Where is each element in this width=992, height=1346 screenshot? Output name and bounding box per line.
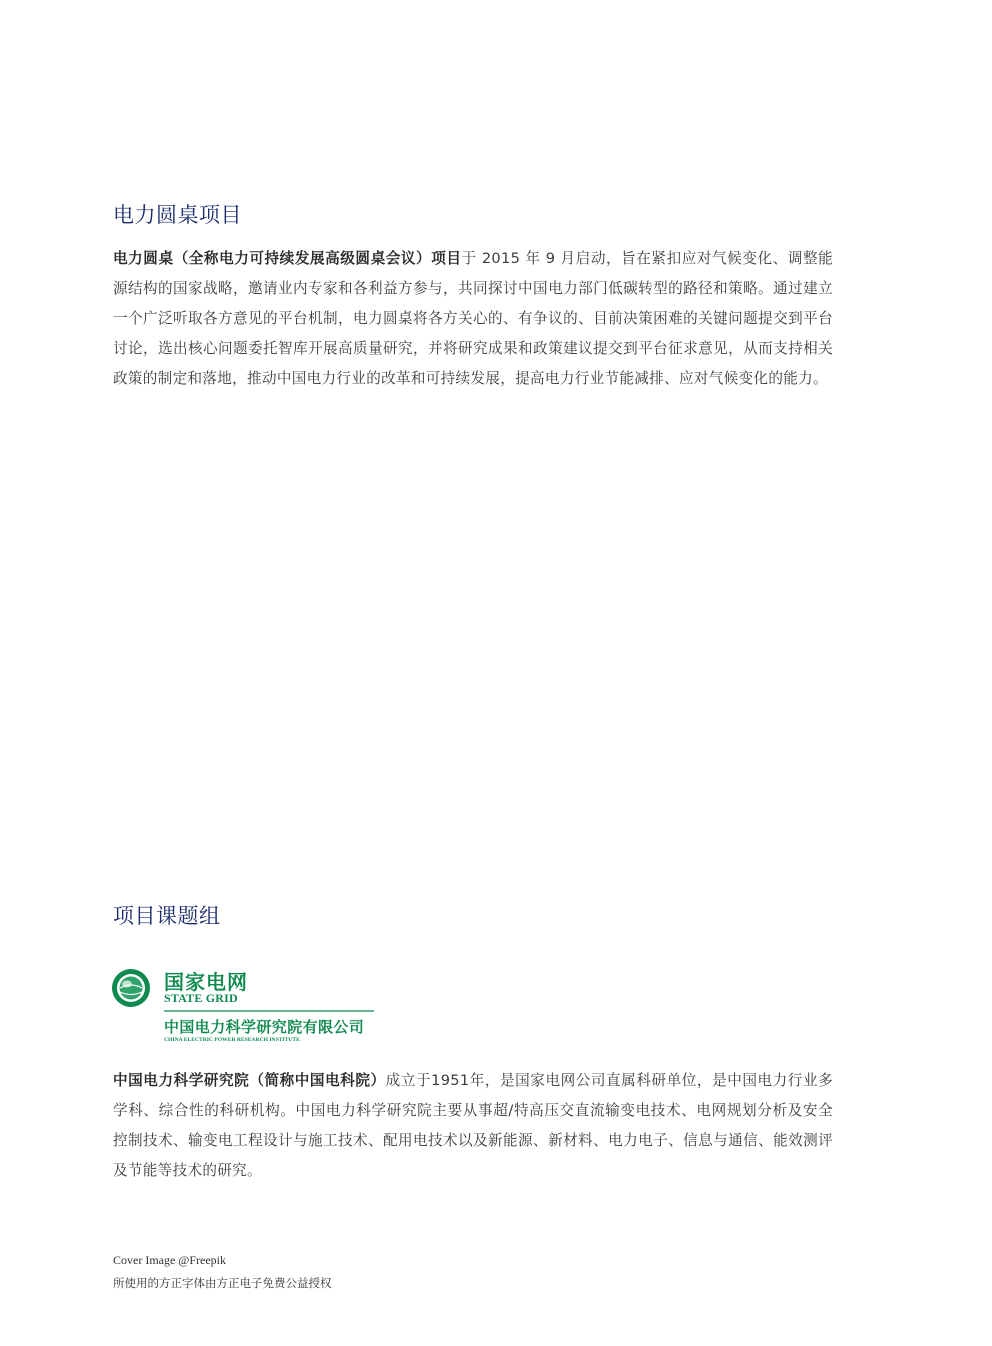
logo-en-bottom: CHINA ELECTRIC POWER RESEARCH INSTITUTE — [164, 1037, 300, 1043]
section-heading-team: 项目课题组 — [113, 904, 221, 928]
section-heading-roundtable: 电力圆桌项目 — [113, 203, 242, 227]
roundtable-lead: 电力圆桌（全称电力可持续发展高级圆桌会议）项目 — [113, 250, 462, 267]
logo-cn-bottom: 中国电力科学研究院有限公司 — [164, 1018, 365, 1036]
cover-image-credit: Cover Image @Freepik — [113, 1253, 227, 1267]
roundtable-body: 于 2015 年 9 月启动，旨在紧扣应对气候变化、调整能源结构的国家战略，邀请业内专家和各利益方参与，共同探讨中国电力部门低碳转型的路径和策略。通过建立一个广泛听取各方意见的平台机制，电力圆桌将各方关心的、有争议的、目前决策困难的关键问题提交到平台讨论，选出核心问题委托智库开展高质量研究，并将研究成果和政策建议提交到平台征求意见，从而支持相关政策的制定和落地，推动中国电力行业的改革和可持续发展，提高电力行业节能减排、应对气候变化的能力。 — [113, 250, 833, 387]
logo-cn-top: 国家电网 — [164, 970, 248, 994]
globe-icon — [112, 969, 150, 1007]
font-license-note: 所使用的方正字体由方正电子免费公益授权 — [113, 1276, 332, 1290]
cepri-paragraph — [113, 1066, 833, 1186]
cepri-body: 成立于1951年，是国家电网公司直属科研单位，是中国电力行业多学科、综合性的科研机构。中国电力科学研究院主要从事超/特高压交直流输变电技术、电网规划分析及安全控制技术、输变电工程设计与施工技术、配用电技术以及新能源、新材料、电力电子、信息与通信、能效测评及节能等技术的研究。 — [113, 1072, 833, 1179]
state-grid-logo — [112, 964, 382, 1046]
roundtable-paragraph — [113, 244, 833, 394]
logo-en-top: STATE GRID — [164, 991, 238, 1005]
cepri-lead: 中国电力科学研究院（简称中国电科院） — [113, 1072, 386, 1089]
